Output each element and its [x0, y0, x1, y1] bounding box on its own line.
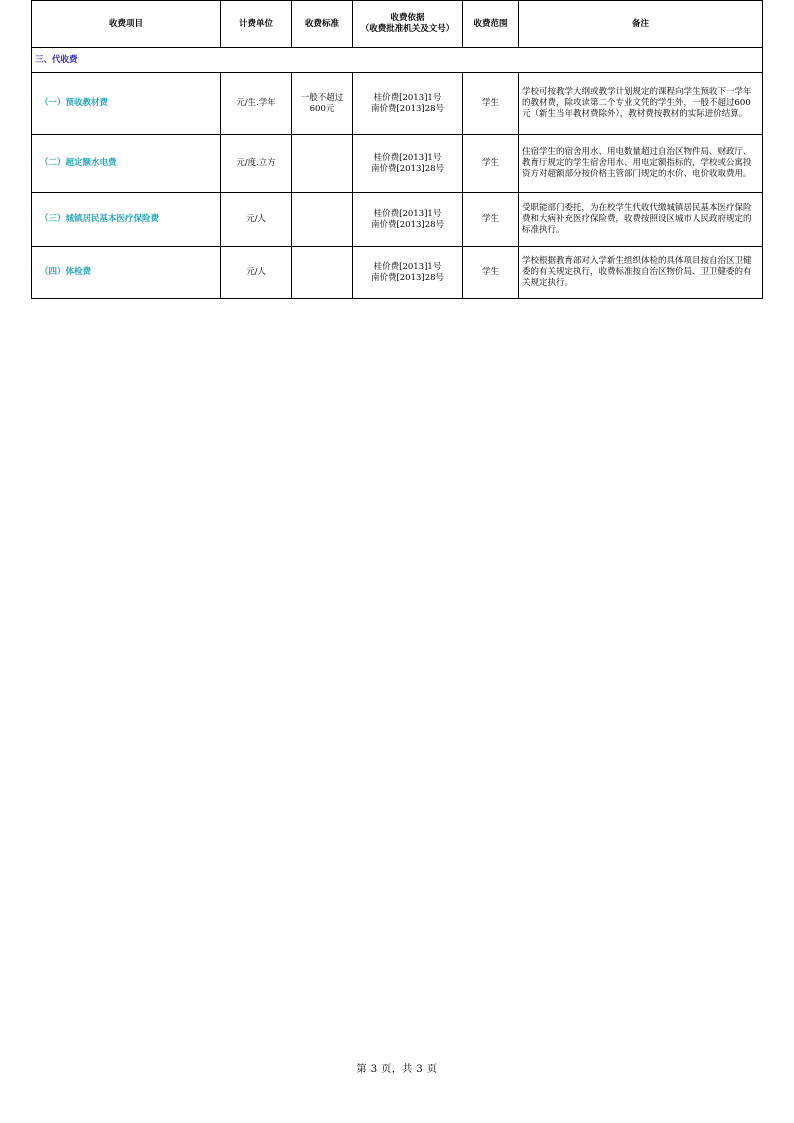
section-row — [32, 48, 763, 73]
row-unit: 元/人 — [221, 247, 292, 299]
row-basis-line2: 南价费[2013]28号 — [370, 272, 445, 283]
section-title: 三、代收费 — [32, 48, 763, 73]
row-item: （一）预收教材费 — [32, 73, 221, 135]
row-item: （四）体检费 — [32, 247, 221, 299]
table-row — [32, 247, 763, 299]
row-standard — [292, 247, 353, 299]
header-row — [32, 1, 763, 48]
row-standard — [292, 73, 353, 135]
row-basis-line1: 桂价费[2013]1号 — [373, 152, 442, 163]
row-basis-line2: 南价费[2013]28号 — [370, 103, 445, 114]
header-scope: 收费范围 — [463, 1, 519, 48]
row-scope: 学生 — [463, 247, 519, 299]
row-basis-line1: 桂价费[2013]1号 — [373, 261, 442, 272]
row-remarks: 住宿学生的宿舍用水、用电数量超过自治区物件局、财政厅、教育厅规定的学生宿舍用水、用电定额指标的，学校或公寓投资方对超额部分按价格主管部门规定的水价、电价收取费用。 — [519, 135, 763, 193]
row-basis-line2: 南价费[2013]28号 — [370, 219, 445, 230]
row-remarks: 学校可按教学大纲或教学计划规定的课程向学生预收下一学年的教材费，除攻读第二个专业文凭的学生外，一般不超过600元（新生当年教材费除外），教材费按教材的实际进价结算。 — [519, 73, 763, 135]
fee-table — [31, 0, 763, 299]
table-row — [32, 73, 763, 135]
row-remarks: 受职能部门委托，为在校学生代收代缴城镇居民基本医疗保险费和大病补充医疗保险费，收费按照设区城市人民政府规定的标准执行。 — [519, 193, 763, 247]
row-scope: 学生 — [463, 193, 519, 247]
table-row — [32, 135, 763, 193]
row-basis-line1: 桂价费[2013]1号 — [373, 92, 442, 103]
row-basis — [353, 135, 463, 193]
row-scope: 学生 — [463, 73, 519, 135]
header-remarks: 备注 — [519, 1, 763, 48]
row-unit: 元/人 — [221, 193, 292, 247]
header-basis-line1: 收费依据 — [390, 13, 425, 23]
row-basis-line2: 南价费[2013]28号 — [370, 163, 445, 174]
page-footer: 第 3 页，共 3 页 — [356, 1064, 438, 1075]
table-row — [32, 193, 763, 247]
row-standard-line1: 一般不超过 — [300, 92, 344, 103]
row-item: （三）城镇居民基本医疗保险费 — [32, 193, 221, 247]
header-basis — [353, 1, 463, 48]
header-basis-line2: （收费批准机关及文号） — [360, 24, 455, 34]
row-unit: 元/生.学年 — [221, 73, 292, 135]
row-standard — [292, 135, 353, 193]
row-basis — [353, 247, 463, 299]
header-standard: 收费标准 — [292, 1, 353, 48]
row-unit: 元/度.立方 — [221, 135, 292, 193]
row-basis-line1: 桂价费[2013]1号 — [373, 208, 442, 219]
header-unit: 计费单位 — [221, 1, 292, 48]
row-standard-line2: 600元 — [309, 103, 335, 114]
row-standard — [292, 193, 353, 247]
row-item: （二）超定额水电费 — [32, 135, 221, 193]
header-item: 收费项目 — [32, 1, 221, 48]
row-scope: 学生 — [463, 135, 519, 193]
row-basis — [353, 73, 463, 135]
row-remarks: 学校根据教育部对入学新生组织体检的具体项目按自治区卫健委的有关规定执行，收费标准按自治区物价局、卫卫健委的有关规定执行。 — [519, 247, 763, 299]
row-basis — [353, 193, 463, 247]
